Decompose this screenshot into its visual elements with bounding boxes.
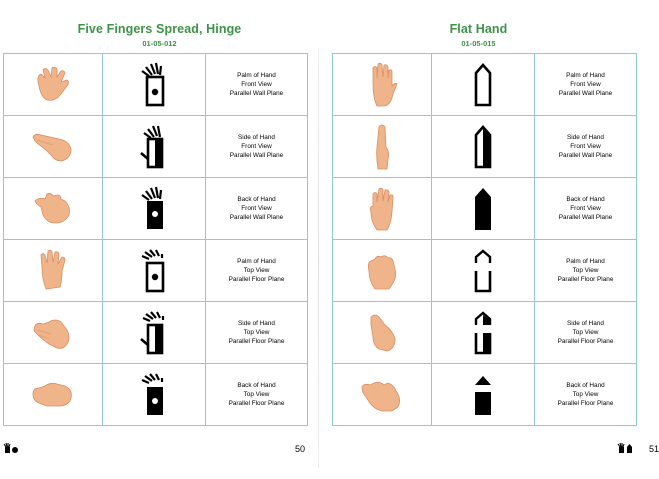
hand-back-spread-hinge-photo [31,189,75,229]
hand-palm-top-flat-photo [363,249,401,293]
plane: Parallel Wall Plane [558,214,613,222]
spread-hinge-palm-top-symbol [134,247,174,295]
table-row [4,54,308,116]
description-cell [535,116,637,178]
hand-photo-cell [333,116,432,178]
handshape-table [3,53,308,426]
handshape-logo-icon [3,442,19,454]
hand-orientation: Back of Hand [566,381,605,389]
view: Front View [241,204,272,212]
plane: Parallel Wall Plane [558,90,613,98]
spread-hinge-side-front-symbol [134,123,174,171]
flat-side-front-symbol [463,123,503,171]
hand-photo-cell [4,54,103,116]
description-cell [535,364,637,426]
plane: Parallel Floor Plane [557,400,614,408]
handshape-symbol-cell [432,54,535,116]
hand-palm-flat-photo [365,60,399,110]
plane: Parallel Wall Plane [229,152,284,160]
hand-orientation: Back of Hand [237,381,276,389]
hand-orientation: Palm of Hand [237,71,276,79]
description-cell [535,302,637,364]
hand-orientation: Side of Hand [238,319,275,327]
handshape-symbol-cell [432,240,535,302]
plane: Parallel Floor Plane [557,276,614,284]
table-row [4,116,308,178]
flat-side-top-symbol [463,309,503,357]
description-cell [535,178,637,240]
table-body [4,54,308,426]
table-row [333,116,637,178]
spread-hinge-side-top-symbol [134,309,174,357]
hand-photo-cell [333,240,432,302]
page-title: Flat Hand [449,22,508,36]
spread-hinge-back-top-symbol [134,371,174,419]
hand-orientation: Back of Hand [566,195,605,203]
table-row [4,364,308,426]
page-number: 50 [295,444,306,454]
description-cell [535,54,637,116]
handshape-code: 01-05-015 [461,39,496,48]
hand-palm-spread-hinge-photo [31,64,75,106]
description-cell [535,240,637,302]
hand-photo-cell [333,178,432,240]
hand-orientation: Side of Hand [567,133,604,141]
spread-hinge-palm-front-symbol [134,61,174,109]
hand-side-spread-hinge-photo [29,127,77,167]
hand-back-top-spread-hinge-photo [29,376,77,414]
plane: Parallel Floor Plane [557,338,614,346]
hand-photo-cell [4,364,103,426]
plane: Parallel Wall Plane [558,152,613,160]
page-title: Five Fingers Spread, Hinge [77,22,242,36]
handshape-logo-icon [617,442,633,454]
hand-photo-cell [4,116,103,178]
table-row [4,178,308,240]
hand-palm-top-spread-hinge-photo [34,247,72,295]
view: Top View [243,390,270,398]
hand-photo-cell [4,302,103,364]
hand-side-flat-photo [370,121,394,173]
view: Front View [241,80,272,88]
left-page [0,0,319,479]
table-row [333,178,637,240]
plane: Parallel Floor Plane [228,276,285,284]
table-row [333,302,637,364]
table-body [333,54,637,426]
description-cell [206,240,308,302]
handshape-code: 01-05-012 [142,39,177,48]
flat-back-top-symbol [463,371,503,419]
hand-side-top-spread-hinge-photo [31,312,75,354]
plane: Parallel Wall Plane [229,90,284,98]
handshape-symbol-cell [103,54,206,116]
view: Top View [243,328,270,336]
plane: Parallel Floor Plane [228,338,285,346]
description-cell [206,54,308,116]
flat-back-front-symbol [463,185,503,233]
hand-photo-cell [333,54,432,116]
view: Top View [572,390,599,398]
spread-hinge-back-front-symbol [134,185,174,233]
table-row [4,240,308,302]
right-page [319,0,659,479]
handshape-symbol-cell [432,116,535,178]
view: Front View [570,80,601,88]
handshape-symbol-cell [432,302,535,364]
table-row [333,240,637,302]
handshape-symbol-cell [103,240,206,302]
handshape-symbol-cell [103,178,206,240]
description-cell [206,116,308,178]
handshape-symbol-cell [432,178,535,240]
hand-orientation: Palm of Hand [566,257,605,265]
view: Front View [241,142,272,150]
table-row [333,54,637,116]
handshape-symbol-cell [103,302,206,364]
view: Top View [572,328,599,336]
hand-orientation: Side of Hand [567,319,604,327]
handshape-symbol-cell [103,116,206,178]
hand-photo-cell [333,364,432,426]
page-number: 51 [649,444,659,454]
description-cell [206,302,308,364]
view: Front View [570,142,601,150]
view: Front View [570,204,601,212]
hand-back-top-flat-photo [358,375,406,415]
table-row [4,302,308,364]
flat-palm-front-symbol [463,61,503,109]
hand-photo-cell [4,178,103,240]
table-row [333,364,637,426]
plane: Parallel Wall Plane [229,214,284,222]
hand-side-top-flat-photo [363,311,401,355]
hand-orientation: Palm of Hand [566,71,605,79]
hand-back-flat-photo [365,184,399,234]
hand-orientation: Side of Hand [238,133,275,141]
description-cell [206,364,308,426]
hand-orientation: Palm of Hand [237,257,276,265]
handshape-symbol-cell [432,364,535,426]
view: Top View [243,266,270,274]
plane: Parallel Floor Plane [228,400,285,408]
view: Top View [572,266,599,274]
hand-photo-cell [4,240,103,302]
flat-palm-top-symbol [463,247,503,295]
hand-orientation: Back of Hand [237,195,276,203]
handshape-symbol-cell [103,364,206,426]
hand-photo-cell [333,302,432,364]
description-cell [206,178,308,240]
handshape-table [332,53,637,426]
